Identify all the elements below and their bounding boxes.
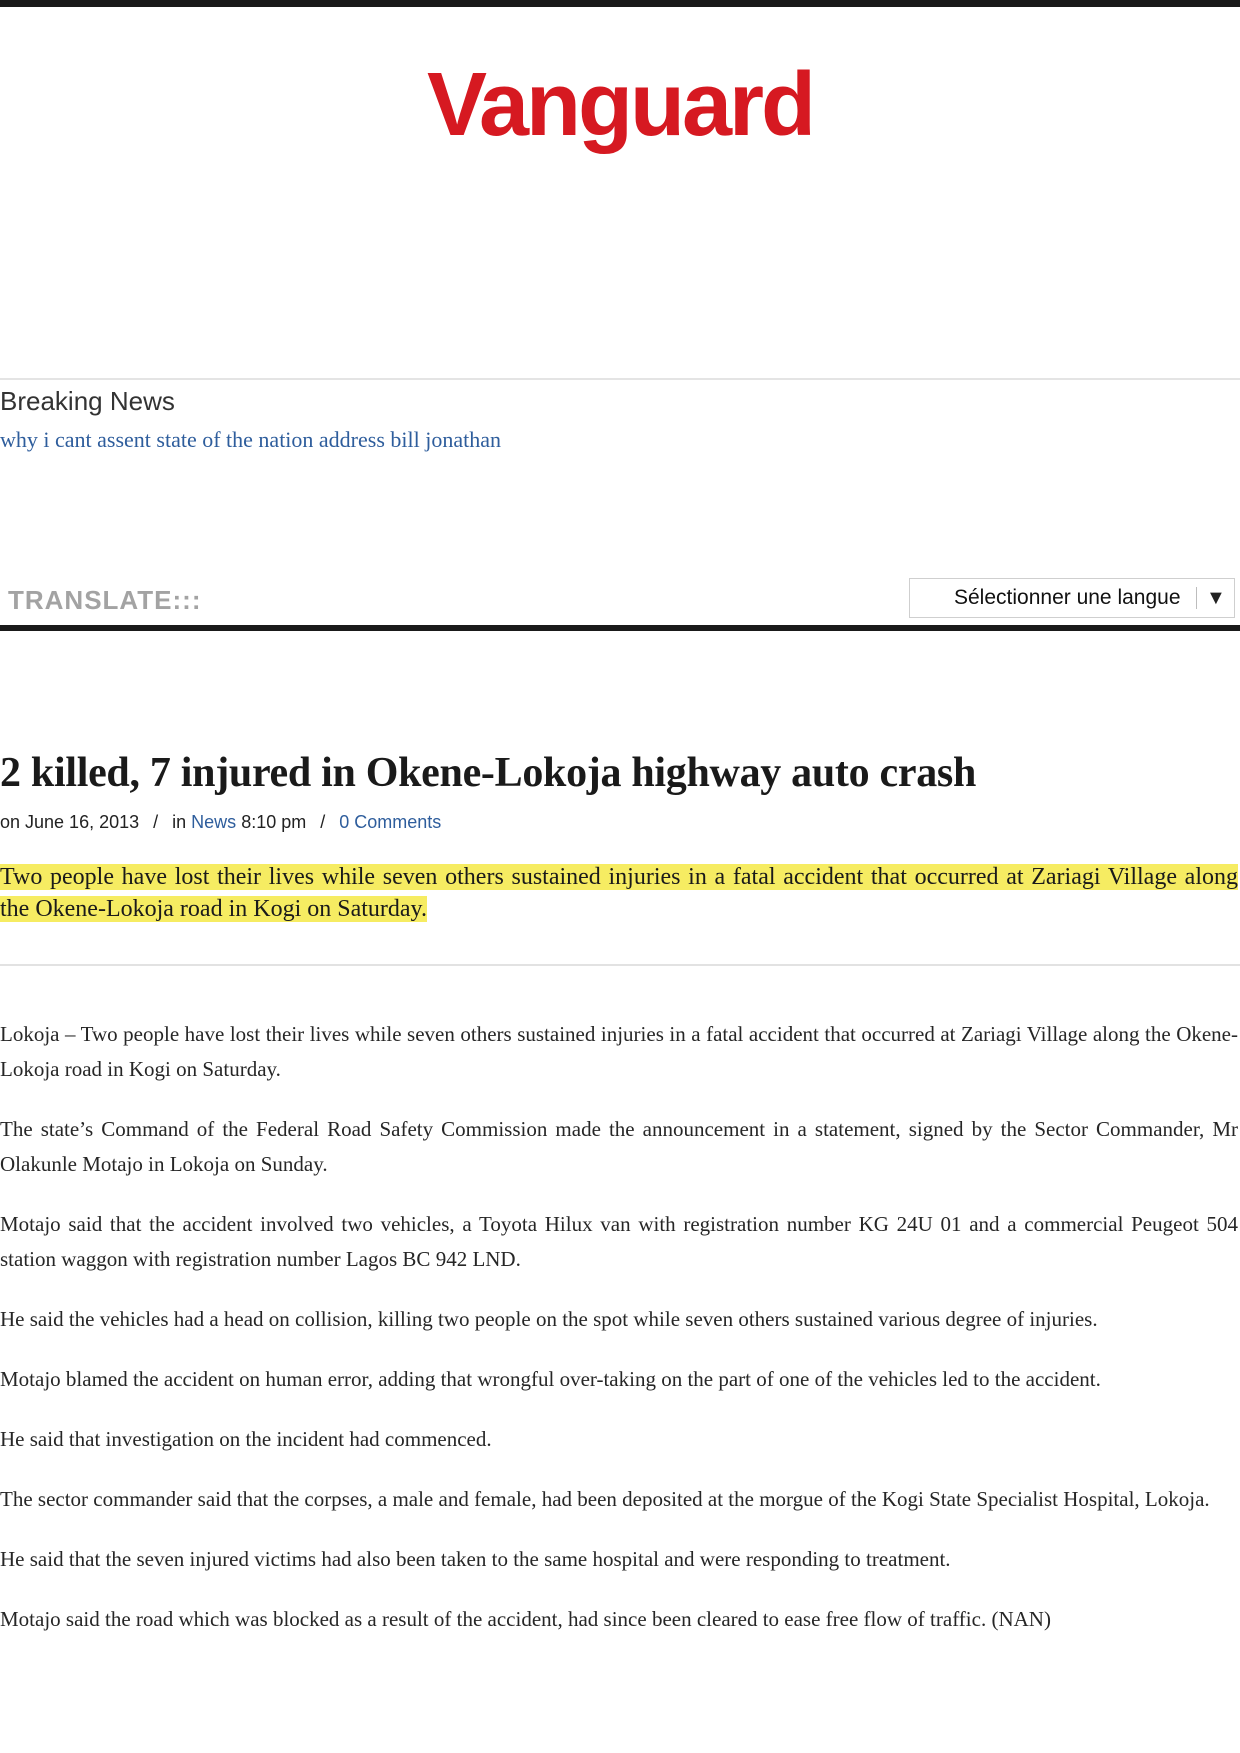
article-meta <box>0 807 441 837</box>
body-paragraph: The sector commander said that the corpses, a male and female, had been deposited at the morgue of the Kogi State Specialist Hospital, Lokoja. <box>0 1487 1210 1511</box>
body-paragraph: He said that investigation on the incident had commenced. <box>0 1427 492 1451</box>
summary-divider <box>0 964 1240 966</box>
translate-label: TRANSLATE::: <box>8 585 202 615</box>
meta-separator: / <box>153 812 159 832</box>
select-divider <box>1196 587 1197 609</box>
article-time: 8:10 pm <box>241 812 307 832</box>
category-link[interactable]: News <box>191 812 237 832</box>
body-paragraph: Lokoja – Two people have lost their lives while seven others sustained injuries in a fatal accident that occurred at Zariagi Village along the Okene-Lokoja road in Kogi on Saturday. <box>0 1022 1238 1081</box>
body-paragraph: Motajo said that the accident involved two vehicles, a Toyota Hilux van with registration number KG 24U 01 and a commercial Peugeot 504 station waggon with registration number Lagos BC 942 LND. <box>0 1212 1238 1271</box>
breaking-news-label: Breaking News <box>0 386 175 416</box>
header-bottom-rule <box>0 625 1240 631</box>
top-rule <box>0 0 1240 7</box>
body-paragraph: The state’s Command of the Federal Road Safety Commission made the announcement in a statement, signed by the Sector Commander, Mr Olakunle Motajo in Lokoja on Sunday. <box>0 1117 1238 1176</box>
site-logo[interactable]: Vanguard <box>426 55 814 155</box>
language-select[interactable] <box>909 578 1235 618</box>
breaking-news-link[interactable]: why i cant assent state of the nation address bill jonathan <box>0 427 501 452</box>
divider <box>0 378 1240 380</box>
chevron-down-icon[interactable]: ▼ <box>1206 587 1226 609</box>
article-date: on June 16, 2013 <box>0 812 140 832</box>
body-paragraph: He said that the seven injured victims had also been taken to the same hospital and were responding to treatment. <box>0 1547 951 1571</box>
language-select-value: Sélectionner une langue <box>954 586 1181 609</box>
article-summary <box>0 861 1238 925</box>
category-prefix: in <box>172 812 187 832</box>
body-paragraph: Motajo blamed the accident on human error, adding that wrongful over-taking on the part of one of the vehicles led to the accident. <box>0 1367 1101 1391</box>
meta-separator: / <box>320 812 326 832</box>
body-paragraph: He said the vehicles had a head on collision, killing two people on the spot while seven others sustained various degree of injuries. <box>0 1307 1098 1331</box>
summary-highlight: Two people have lost their lives while seven others sustained injuries in a fatal accident that occurred at Zariagi Village along the Okene-Lokoja road in Kogi on Saturday. <box>0 864 1238 922</box>
body-paragraph: Motajo said the road which was blocked as a result of the accident, had since been cleared to ease free flow of traffic. (NAN) <box>0 1607 1051 1631</box>
comments-link[interactable]: 0 Comments <box>339 812 442 832</box>
article-body <box>0 1017 1238 1662</box>
article-title: 2 killed, 7 injured in Okene-Lokoja highway auto crash <box>0 750 977 796</box>
